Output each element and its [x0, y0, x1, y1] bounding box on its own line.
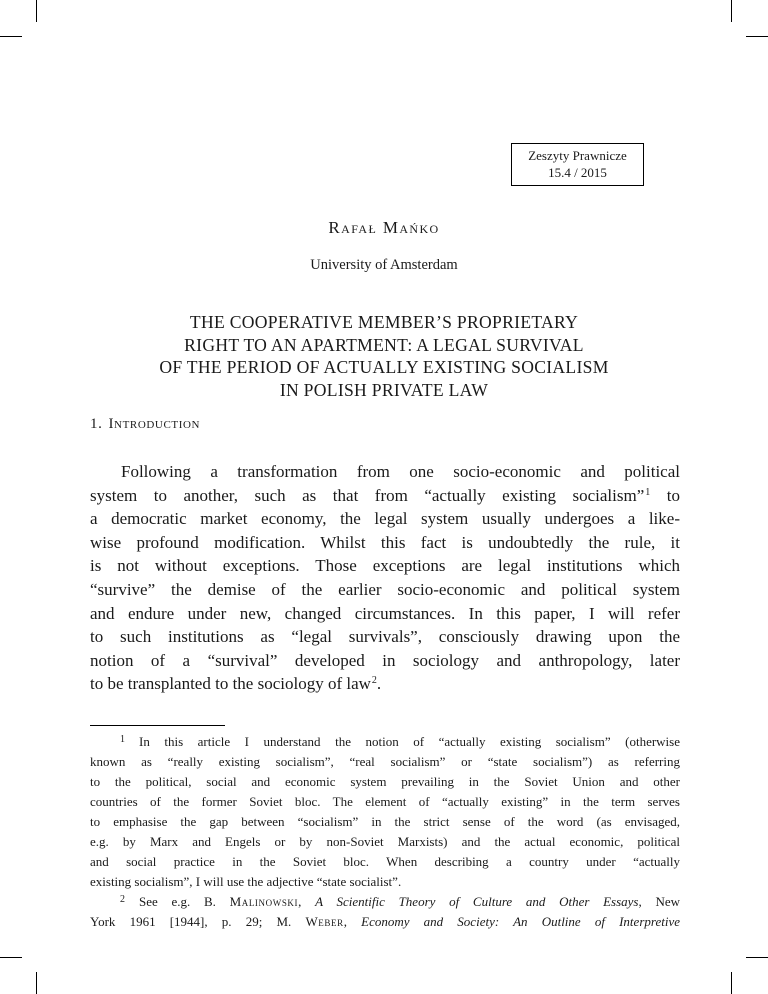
article-title	[100, 311, 668, 401]
crop-mark-bottom-left-v	[36, 972, 37, 994]
crop-mark-bottom-right-h	[746, 957, 768, 958]
crop-mark-bottom-right-v	[731, 972, 732, 994]
footnote-1-mark: 1	[120, 734, 125, 745]
footnote-ref-2[interactable]: 2	[371, 675, 377, 687]
body-line: and endure under new, changed circumstances. In this paper, I will refer	[90, 603, 680, 623]
footnote-text: ,	[343, 914, 362, 929]
body-line: “survive” the demise of the earlier socio-economic and political system	[90, 579, 680, 599]
footnote-1-line: to the political, social and economic system prevailing in the Soviet Union and other	[90, 774, 680, 789]
footnote-2-line	[90, 912, 680, 932]
body-line: Following a transformation from one socio-economic and political	[121, 462, 680, 481]
title-line: THE COOPERATIVE MEMBER’S PROPRIETARY	[189, 312, 579, 332]
footnotes	[90, 732, 680, 932]
footnote-author: Weber	[305, 914, 344, 929]
author-name: Rafał Mańko	[328, 218, 440, 237]
footnote-1-line: known as “really existing socialism”, “real socialism” or “state socialism”) as referring	[90, 754, 680, 769]
footnote-1-line: e.g. by Marx and Engels or by non-Soviet Marxists) and the actual economic, political	[90, 834, 680, 849]
body-text-segment: .	[376, 674, 382, 694]
footnote-1-line: to emphasise the gap between “socialism” in the strict sense of the word (as envisaged,	[90, 814, 680, 829]
body-text-segment: to be transplanted to the sociology of law	[90, 674, 371, 694]
body-line	[90, 672, 680, 696]
title-line: IN POLISH PRIVATE LAW	[279, 379, 489, 400]
crop-mark-bottom-left-h	[0, 957, 22, 958]
title-line: RIGHT TO AN APARTMENT: A LEGAL SURVIVAL	[184, 334, 584, 355]
body-text-segment: to	[650, 485, 680, 505]
crop-mark-top-right-h	[746, 36, 768, 37]
footnote-author: Malinowski	[229, 894, 299, 909]
footnote-ref-1[interactable]: 1	[645, 486, 651, 498]
footnote-1-line: existing socialism”, I will use the adjective “state socialist”.	[90, 874, 402, 889]
body-paragraph	[90, 460, 680, 696]
footnote-work-title: Economy and Society: An Outline of Interpretive	[361, 914, 680, 929]
footnote-text: In this article I understand the notion of “actually existing socialism” (otherwise	[139, 734, 680, 749]
footnote-1-line: and social practice in the Soviet bloc. When describing a country under “actually	[90, 854, 680, 869]
body-line: a democratic market economy, the legal system usually undergoes a like-	[90, 509, 680, 529]
footnote-2-mark: 2	[120, 894, 125, 905]
author-affiliation: University of Amsterdam	[310, 257, 458, 273]
footnote-text: York 1961 [1944], p. 29; M.	[90, 914, 306, 929]
section-number: 1.	[90, 416, 103, 432]
body-line: is not without exceptions. Those exceptions are legal institutions which	[90, 556, 680, 576]
section-heading	[90, 416, 200, 433]
footnote-text: , New	[638, 894, 680, 909]
journal-name: Zeszyty Prawnicze	[528, 148, 627, 163]
body-line: to such institutions as “legal survivals”, consciously drawing upon the	[90, 627, 680, 647]
footnote-separator	[90, 725, 225, 726]
crop-mark-top-left-v	[36, 0, 37, 22]
title-line: OF THE PERIOD OF ACTUALLY EXISTING SOCIALISM	[159, 357, 609, 378]
journal-info-box	[511, 143, 644, 186]
crop-mark-top-right-v	[731, 0, 732, 22]
body-line	[90, 484, 680, 508]
footnote-1-line	[90, 732, 680, 752]
footnote-1-line: countries of the former Soviet bloc. The element of “actually existing” in the term serves	[90, 794, 680, 809]
footnote-2-line	[90, 892, 680, 912]
footnote-text: See e.g. B.	[139, 894, 230, 909]
journal-issue: 15.4 / 2015	[548, 165, 607, 180]
crop-mark-top-left-h	[0, 36, 22, 37]
body-line: wise profound modification. Whilst this fact is undoubtedly the rule, it	[90, 532, 680, 552]
footnote-work-title: A Scientific Theory of Culture and Other Essays	[315, 894, 639, 909]
footnote-text: ,	[298, 894, 316, 909]
section-name: Introduction	[108, 416, 201, 432]
body-text-segment: system to another, such as that from “actually existing socialism”	[90, 485, 645, 505]
body-line: notion of a “survival” developed in sociology and anthropology, later	[90, 650, 680, 670]
